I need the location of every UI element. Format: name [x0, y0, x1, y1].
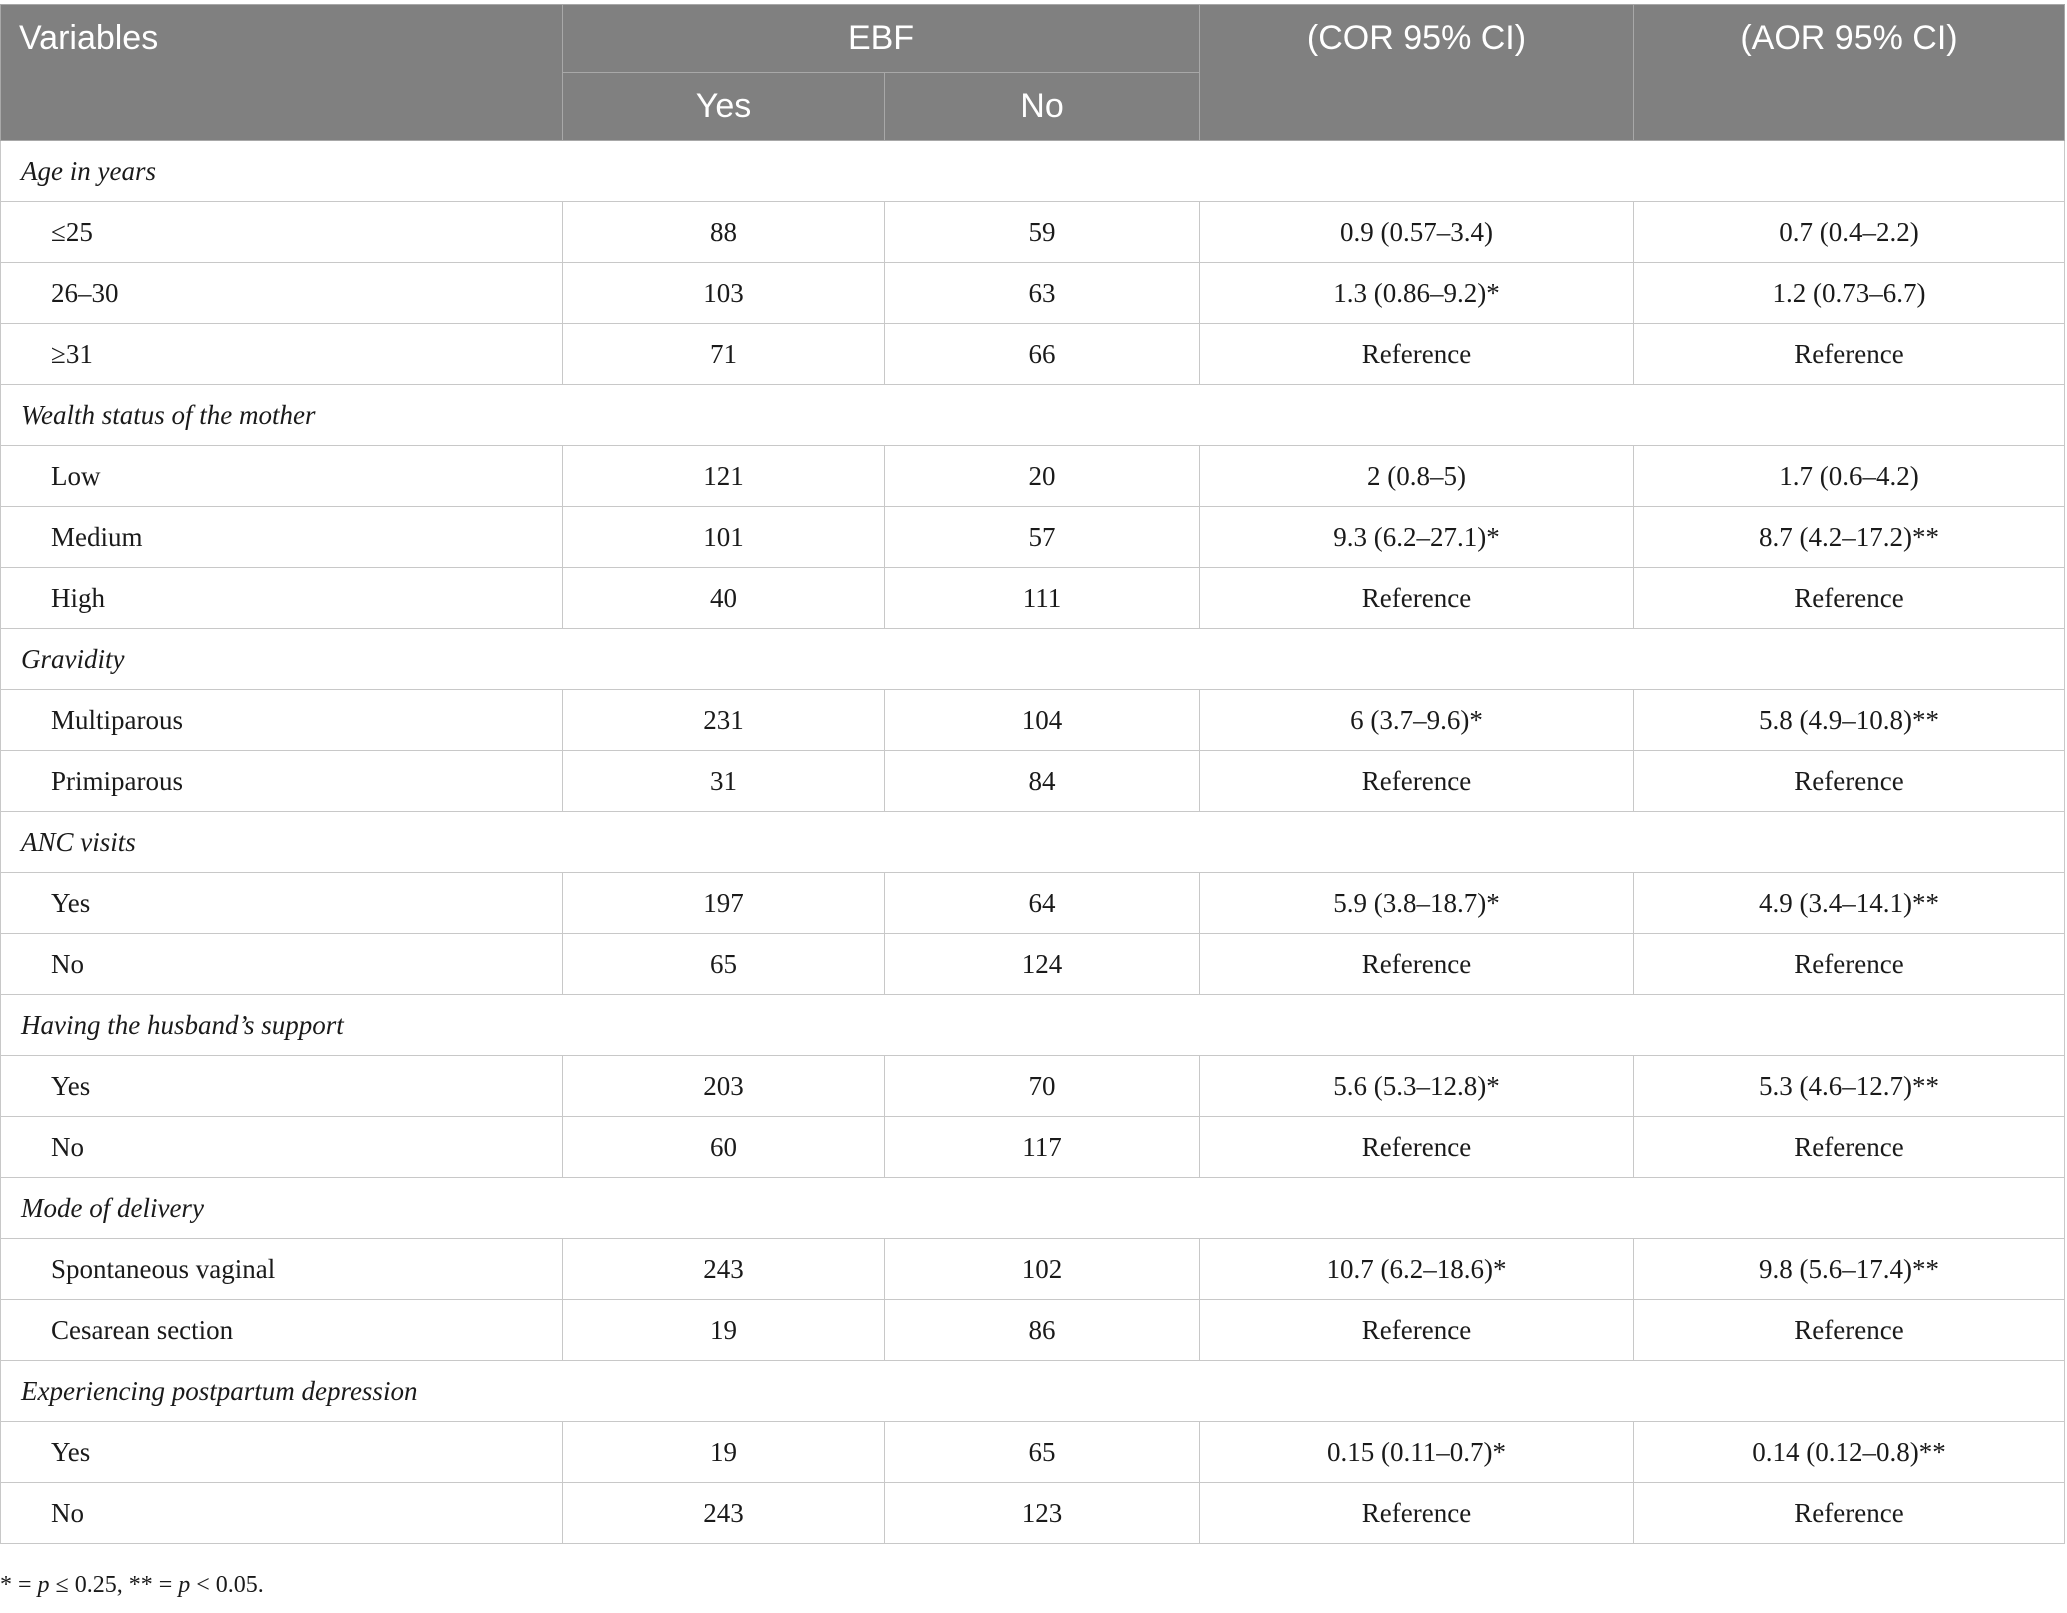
- group-title: Gravidity: [1, 629, 2065, 690]
- cell-no: 57: [885, 507, 1200, 568]
- cell-yes: 40: [563, 568, 885, 629]
- table-row: [1, 568, 2065, 629]
- cell-aor: Reference: [1634, 751, 2065, 812]
- cell-no: 20: [885, 446, 1200, 507]
- cell-cor: Reference: [1200, 934, 1634, 995]
- group-title: Wealth status of the mother: [1, 385, 2065, 446]
- group-title: ANC visits: [1, 812, 2065, 873]
- cell-no: 123: [885, 1483, 1200, 1544]
- table-row: [1, 690, 2065, 751]
- table-row: [1, 1300, 2065, 1361]
- cell-aor: 1.2 (0.73–6.7): [1634, 263, 2065, 324]
- group-title: Having the husband’s support: [1, 995, 2065, 1056]
- footnote-part: * =: [0, 1572, 38, 1598]
- cell-yes: 103: [563, 263, 885, 324]
- cell-cor: 5.9 (3.8–18.7)*: [1200, 873, 1634, 934]
- cell-yes: 243: [563, 1239, 885, 1300]
- cell-yes: 31: [563, 751, 885, 812]
- header-cor: (COR 95% CI): [1200, 5, 1634, 141]
- table-row: [1, 873, 2065, 934]
- cell-yes: 19: [563, 1422, 885, 1483]
- cell-label: No: [1, 1117, 563, 1178]
- cell-no: 63: [885, 263, 1200, 324]
- cell-label: Primiparous: [1, 751, 563, 812]
- cell-no: 65: [885, 1422, 1200, 1483]
- table-row: [1, 324, 2065, 385]
- group-row: [1, 141, 2065, 202]
- group-row: [1, 629, 2065, 690]
- group-title: Age in years: [1, 141, 2065, 202]
- cell-label: ≥31: [1, 324, 563, 385]
- cell-aor: 9.8 (5.6–17.4)**: [1634, 1239, 2065, 1300]
- results-table-wrapper: [0, 4, 2067, 1544]
- cell-label: Multiparous: [1, 690, 563, 751]
- cell-cor: 5.6 (5.3–12.8)*: [1200, 1056, 1634, 1117]
- cell-cor: Reference: [1200, 568, 1634, 629]
- cell-label: ≤25: [1, 202, 563, 263]
- cell-cor: Reference: [1200, 751, 1634, 812]
- cell-aor: 0.7 (0.4–2.2): [1634, 202, 2065, 263]
- cell-cor: 2 (0.8–5): [1200, 446, 1634, 507]
- cell-label: Low: [1, 446, 563, 507]
- cell-label: No: [1, 1483, 563, 1544]
- cell-aor: Reference: [1634, 1300, 2065, 1361]
- cell-aor: Reference: [1634, 1117, 2065, 1178]
- cell-cor: Reference: [1200, 324, 1634, 385]
- cell-cor: 0.9 (0.57–3.4): [1200, 202, 1634, 263]
- cell-no: 102: [885, 1239, 1200, 1300]
- cell-cor: 0.15 (0.11–0.7)*: [1200, 1422, 1634, 1483]
- table-row: [1, 1117, 2065, 1178]
- cell-cor: Reference: [1200, 1117, 1634, 1178]
- cell-label: High: [1, 568, 563, 629]
- header-ebf: EBF: [563, 5, 1200, 73]
- footnote: [0, 1572, 264, 1599]
- cell-yes: 231: [563, 690, 885, 751]
- cell-aor: Reference: [1634, 1483, 2065, 1544]
- table-header: [1, 5, 2065, 141]
- table-row: [1, 1483, 2065, 1544]
- cell-cor: 1.3 (0.86–9.2)*: [1200, 263, 1634, 324]
- header-variables: Variables: [1, 5, 563, 141]
- header-aor: (AOR 95% CI): [1634, 5, 2065, 141]
- cell-no: 86: [885, 1300, 1200, 1361]
- cell-label: Spontaneous vaginal: [1, 1239, 563, 1300]
- cell-label: Yes: [1, 1422, 563, 1483]
- cell-no: 111: [885, 568, 1200, 629]
- footnote-part: < 0.05.: [190, 1572, 264, 1598]
- cell-aor: Reference: [1634, 934, 2065, 995]
- cell-cor: 10.7 (6.2–18.6)*: [1200, 1239, 1634, 1300]
- cell-label: Yes: [1, 1056, 563, 1117]
- table-row: [1, 507, 2065, 568]
- cell-no: 117: [885, 1117, 1200, 1178]
- cell-yes: 60: [563, 1117, 885, 1178]
- cell-yes: 101: [563, 507, 885, 568]
- cell-yes: 243: [563, 1483, 885, 1544]
- cell-no: 104: [885, 690, 1200, 751]
- cell-label: 26–30: [1, 263, 563, 324]
- cell-aor: 4.9 (3.4–14.1)**: [1634, 873, 2065, 934]
- cell-aor: 0.14 (0.12–0.8)**: [1634, 1422, 2065, 1483]
- group-title: Experiencing postpartum depression: [1, 1361, 2065, 1422]
- table-row: [1, 202, 2065, 263]
- table-row: [1, 446, 2065, 507]
- group-row: [1, 812, 2065, 873]
- table-row: [1, 1056, 2065, 1117]
- cell-cor: Reference: [1200, 1483, 1634, 1544]
- cell-yes: 121: [563, 446, 885, 507]
- cell-yes: 88: [563, 202, 885, 263]
- group-title: Mode of delivery: [1, 1178, 2065, 1239]
- cell-yes: 71: [563, 324, 885, 385]
- cell-label: No: [1, 934, 563, 995]
- cell-cor: Reference: [1200, 1300, 1634, 1361]
- cell-yes: 203: [563, 1056, 885, 1117]
- group-row: [1, 1361, 2065, 1422]
- results-table: [0, 4, 2065, 1544]
- cell-label: Cesarean section: [1, 1300, 563, 1361]
- header-yes: Yes: [563, 73, 885, 141]
- cell-aor: Reference: [1634, 568, 2065, 629]
- footnote-p-symbol: p: [178, 1572, 191, 1598]
- cell-no: 64: [885, 873, 1200, 934]
- table-row: [1, 934, 2065, 995]
- cell-no: 59: [885, 202, 1200, 263]
- group-row: [1, 1178, 2065, 1239]
- cell-no: 70: [885, 1056, 1200, 1117]
- footnote-p-symbol: p: [37, 1572, 50, 1598]
- table-body: [1, 141, 2065, 1544]
- cell-cor: 9.3 (6.2–27.1)*: [1200, 507, 1634, 568]
- cell-yes: 19: [563, 1300, 885, 1361]
- cell-cor: 6 (3.7–9.6)*: [1200, 690, 1634, 751]
- table-row: [1, 751, 2065, 812]
- cell-aor: 5.3 (4.6–12.7)**: [1634, 1056, 2065, 1117]
- group-row: [1, 385, 2065, 446]
- footnote-part: ≤ 0.25, ** =: [49, 1572, 179, 1598]
- cell-yes: 197: [563, 873, 885, 934]
- table-row: [1, 263, 2065, 324]
- cell-aor: 8.7 (4.2–17.2)**: [1634, 507, 2065, 568]
- cell-aor: Reference: [1634, 324, 2065, 385]
- header-no: No: [885, 73, 1200, 141]
- table-row: [1, 1239, 2065, 1300]
- cell-yes: 65: [563, 934, 885, 995]
- cell-aor: 1.7 (0.6–4.2): [1634, 446, 2065, 507]
- table-row: [1, 1422, 2065, 1483]
- cell-label: Yes: [1, 873, 563, 934]
- cell-no: 84: [885, 751, 1200, 812]
- cell-aor: 5.8 (4.9–10.8)**: [1634, 690, 2065, 751]
- group-row: [1, 995, 2065, 1056]
- cell-no: 66: [885, 324, 1200, 385]
- cell-label: Medium: [1, 507, 563, 568]
- cell-no: 124: [885, 934, 1200, 995]
